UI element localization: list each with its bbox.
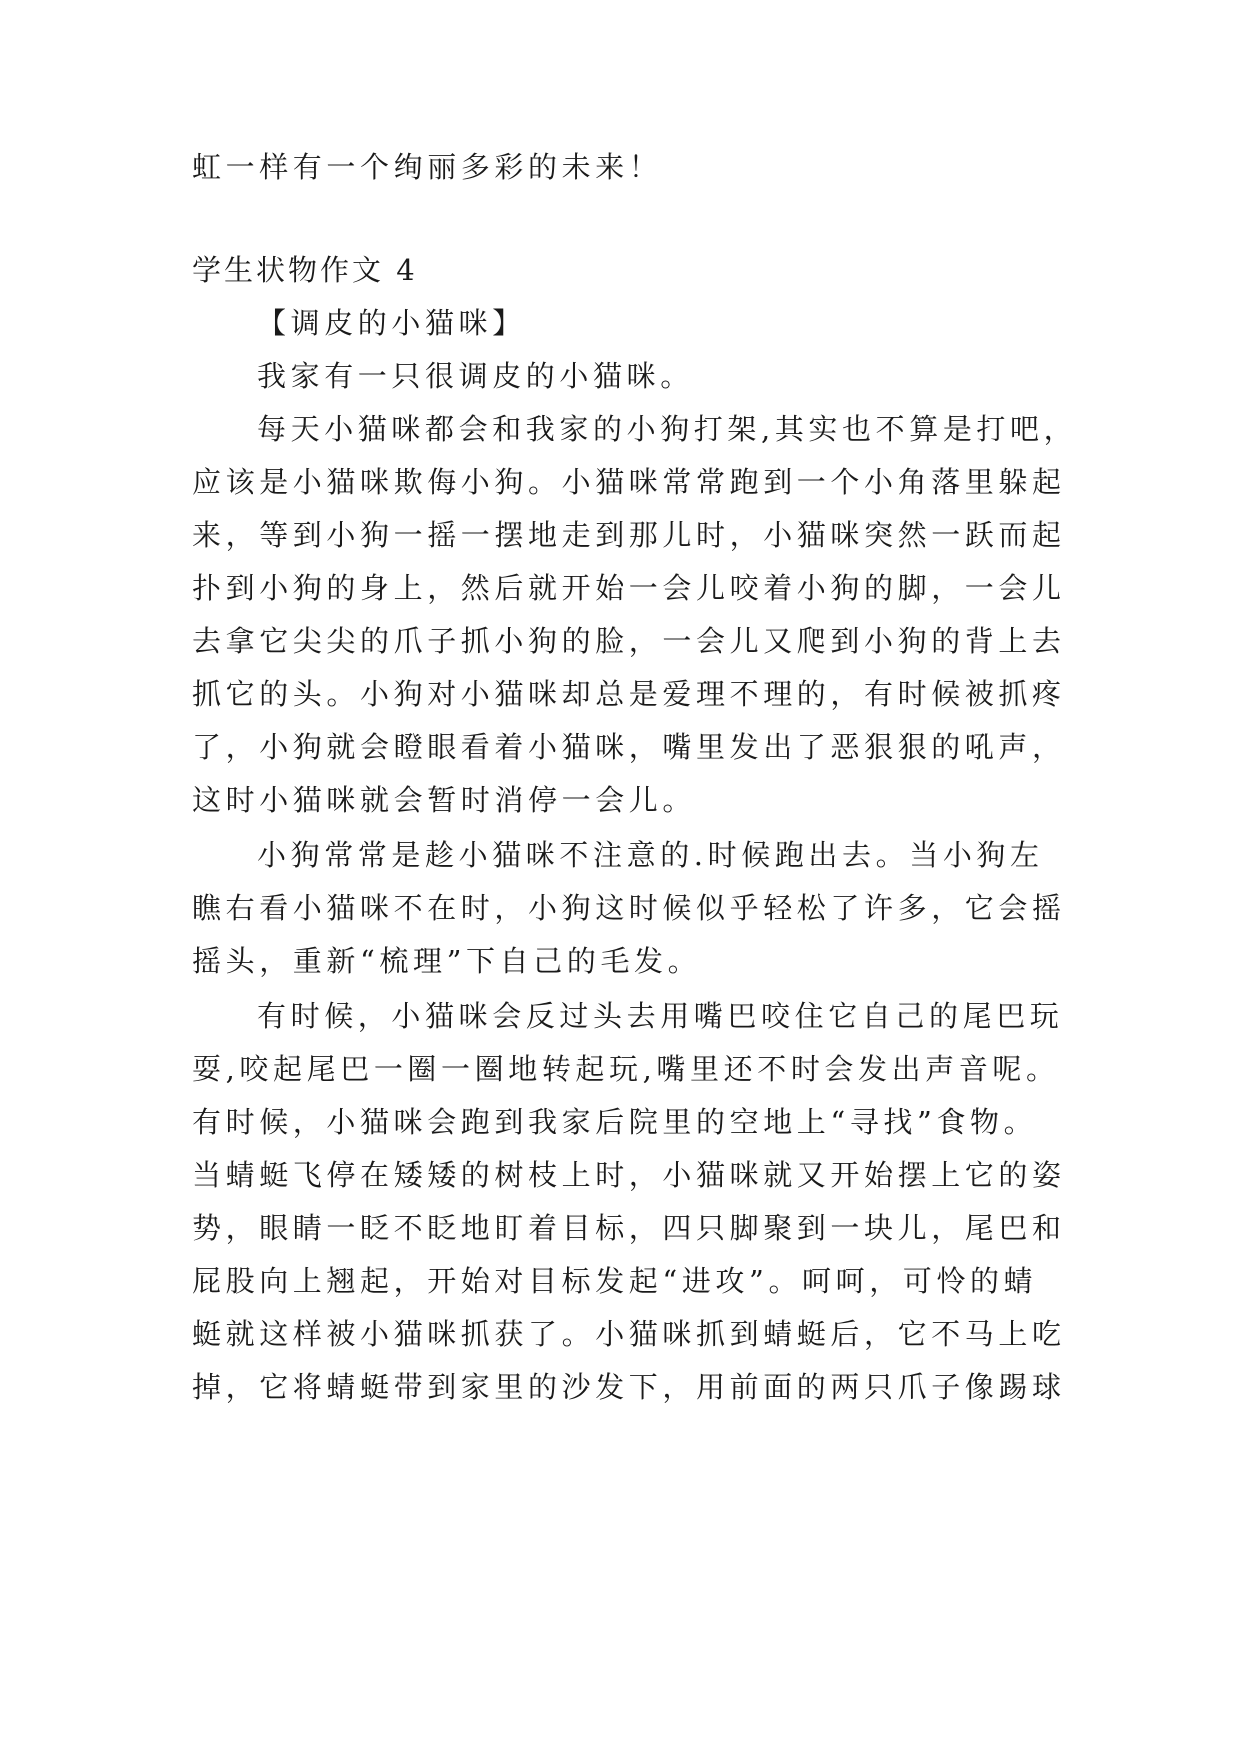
paragraph-line: 每天小猫咪都会和我家的小狗打架,其实也不算是打吧， (257, 412, 1078, 446)
paragraph-line: 蜓就这样被小猫咪抓获了。小猫咪抓到蜻蜓后，它不马上吃 (192, 1317, 1066, 1351)
paragraph-line: 势，眼睛一眨不眨地盯着目标，四只脚聚到一块儿，尾巴和 (192, 1211, 1066, 1245)
paragraph-line: 有时候，小猫咪会跑到我家后院里的空地上“寻找”食物。 (192, 1105, 1038, 1139)
paragraph-line: 这时小猫咪就会暂时消停一会儿。 (192, 783, 697, 817)
paragraph-line: 掉，它将蜻蜓带到家里的沙发下，用前面的两只爪子像踢球 (192, 1370, 1066, 1404)
paragraph-line: 屁股向上翘起，开始对目标发起“进攻”。呵呵，可怜的蜻 (192, 1264, 1038, 1298)
paragraph-line: 当蜻蜓飞停在矮矮的树枝上时，小猫咪就又开始摆上它的姿 (192, 1158, 1066, 1192)
paragraph-line: 抓它的头。小狗对小猫咪却总是爱理不理的，有时候被抓疼 (192, 677, 1066, 711)
paragraph-line: 小狗常常是趁小猫咪不注意的.时候跑出去。当小狗左 (257, 838, 1044, 872)
essay-title: 【调皮的小猫咪】 (257, 306, 526, 340)
paragraph-line: 瞧右看小猫咪不在时，小狗这时候似乎轻松了许多，它会摇 (192, 891, 1066, 925)
paragraph-line: 有时候，小猫咪会反过头去用嘴巴咬住它自己的尾巴玩 (257, 999, 1064, 1033)
intro-tail-line: 虹一样有一个绚丽多彩的未来！ (192, 150, 663, 184)
paragraph-line: 我家有一只很调皮的小猫咪。 (257, 359, 694, 393)
paragraph-line: 扑到小狗的身上，然后就开始一会儿咬着小狗的脚，一会儿 (192, 571, 1066, 605)
paragraph-line: 去拿它尖尖的爪子抓小狗的脸，一会儿又爬到小狗的背上去 (192, 624, 1066, 658)
section-heading: 学生状物作文 4 (192, 253, 418, 287)
paragraph-line: 了，小狗就会瞪眼看着小猫咪，嘴里发出了恶狠狠的吼声， (192, 730, 1066, 764)
paragraph-line: 耍,咬起尾巴一圈一圈地转起玩,嘴里还不时会发出声音呢。 (192, 1052, 1060, 1086)
paragraph-line: 应该是小猫咪欺侮小狗。小猫咪常常跑到一个小角落里躲起 (192, 465, 1066, 499)
paragraph-line: 来，等到小狗一摇一摆地走到那儿时，小猫咪突然一跃而起 (192, 518, 1066, 552)
paragraph-line: 摇头，重新“梳理”下自己的毛发。 (192, 944, 702, 978)
